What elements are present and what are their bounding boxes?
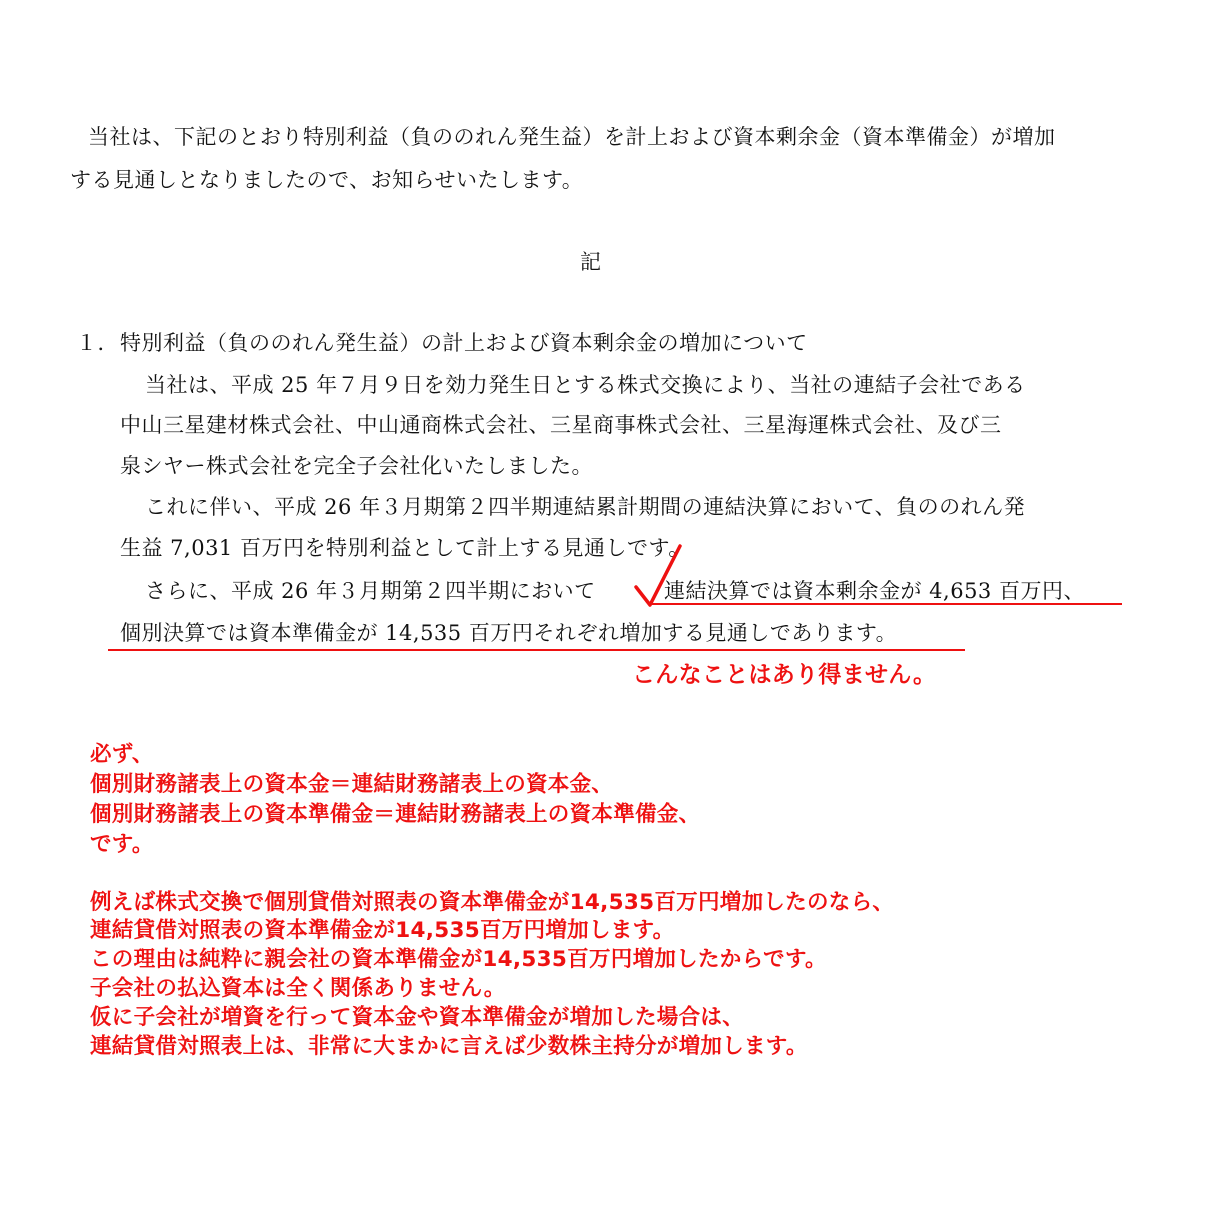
short-comment: こんなことはあり得ません。 bbox=[632, 662, 937, 688]
annotation-line-8: この理由は純粋に親会社の資本準備金が14,535百万円増加したからです。 bbox=[90, 947, 827, 972]
intro-line-1: 当社は、下記のとおり特別利益（負ののれん発生益）を計上および資本剰余金（資本準備金）が増加 bbox=[88, 125, 1056, 149]
paragraph-2-line-2: 生益 7,031 百万円を特別利益として計上する見通しです。 bbox=[120, 536, 690, 560]
annotation-line-7: 連結貸借対照表の資本準備金が14,535百万円増加します。 bbox=[90, 918, 675, 943]
paragraph-1-line-2: 中山三星建材株式会社、中山通商株式会社、三星商事株式会社、三星海運株式会社、及び三 bbox=[120, 413, 1002, 437]
annotation-line-1: 必ず、 bbox=[90, 742, 154, 767]
annotation-line-10: 仮に子会社が増資を行って資本金や資本準備金が増加した場合は、 bbox=[90, 1005, 745, 1030]
annotation-line-6: 例えば株式交換で個別貸借対照表の資本準備金が14,535百万円増加したのなら、 bbox=[90, 890, 895, 915]
annotation-line-4: です。 bbox=[90, 832, 154, 857]
paragraph-1-line-3: 泉シヤー株式会社を完全子会社化いたしました。 bbox=[120, 454, 593, 478]
section-number: １． bbox=[76, 331, 119, 355]
section-heading: 特別利益（負ののれん発生益）の計上および資本剰余金の増加について bbox=[120, 331, 808, 355]
paragraph-2-line-1: これに伴い、平成 26 年３月期第２四半期連結累計期間の連結決算において、負ののれん発 bbox=[145, 495, 1026, 519]
ki-heading: 記 bbox=[580, 250, 602, 274]
intro-line-2: する見通しとなりましたので、お知らせいたします。 bbox=[70, 168, 584, 192]
annotation-line-11: 連結貸借対照表上は、非常に大まかに言えば少数株主持分が増加します。 bbox=[90, 1034, 808, 1059]
paragraph-3-line-1b: 連結決算では資本剰余金が 4,653 百万円、 bbox=[664, 579, 1085, 603]
paragraph-3-line-2: 個別決算では資本準備金が 14,535 百万円それぞれ増加する見通しであります。 bbox=[120, 621, 898, 645]
paragraph-1-line-1: 当社は、平成 25 年７月９日を効力発生日とする株式交換により、当社の連結子会社である bbox=[145, 373, 1026, 397]
annotation-line-2: 個別財務諸表上の資本金＝連結財務諸表上の資本金、 bbox=[90, 772, 614, 797]
paragraph-3-line-1a: さらに、平成 26 年３月期第２四半期において bbox=[145, 579, 596, 603]
annotation-line-9: 子会社の払込資本は全く関係ありません。 bbox=[90, 976, 506, 1001]
annotation-line-3: 個別財務諸表上の資本準備金＝連結財務諸表上の資本準備金、 bbox=[90, 802, 701, 827]
